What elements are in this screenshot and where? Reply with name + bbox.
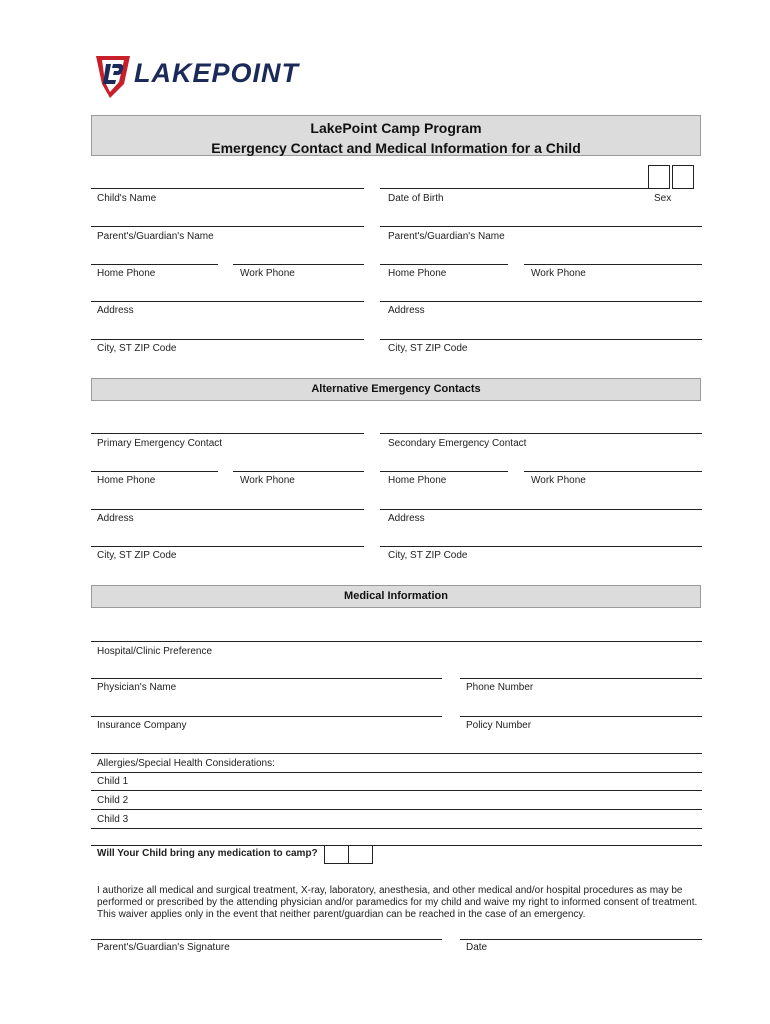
- parent2-name-label: Parent's/Guardian's Name: [388, 231, 505, 242]
- a1-address-label: Address: [97, 513, 134, 524]
- child2-line[interactable]: [91, 809, 702, 810]
- p1-city-label: City, ST ZIP Code: [97, 343, 177, 354]
- sex-box-f[interactable]: [672, 165, 694, 189]
- lakepoint-shield-icon: [92, 50, 134, 100]
- signature-line[interactable]: [91, 939, 442, 940]
- dob-line[interactable]: [380, 188, 648, 189]
- child1-line[interactable]: [91, 790, 702, 791]
- secondary-contact-line[interactable]: [380, 433, 702, 434]
- signature-label: Parent's/Guardian's Signature: [97, 942, 230, 953]
- hospital-line[interactable]: [91, 641, 702, 642]
- policy-label: Policy Number: [466, 720, 532, 731]
- p2-home-phone-line[interactable]: [380, 264, 508, 265]
- allergies-label: Allergies/Special Health Considerations:: [97, 758, 275, 769]
- p2-address-line[interactable]: [380, 301, 702, 302]
- child3-label: Child 3: [97, 814, 129, 825]
- a2-city-label: City, ST ZIP Code: [388, 550, 468, 561]
- p1-home-phone-line[interactable]: [91, 264, 218, 265]
- physician-phone-line[interactable]: [460, 678, 702, 679]
- sex-label: Sex: [654, 193, 672, 204]
- p2-city-line[interactable]: [380, 339, 702, 340]
- child2-label: Child 2: [97, 795, 129, 806]
- allergies-line-1: [91, 772, 702, 773]
- medication-top-line: [91, 845, 702, 846]
- a1-work-phone-line[interactable]: [233, 471, 364, 472]
- a1-home-phone-line[interactable]: [91, 471, 218, 472]
- lakepoint-logo: [92, 50, 327, 100]
- authorization-text: I authorize all medical and surgical treatment, X-ray, laboratory, anesthesia, and other medical and/or hospital procedures as may be performed or prescribed by the attending physician and/or paramedics for my child and waive my right to informed consent of treatment. This waiver applies only in the event that neither parent/guardian can be reached in the case of an emergency.: [97, 885, 698, 920]
- a2-home-phone-line[interactable]: [380, 471, 508, 472]
- alt-contacts-heading: Alternative Emergency Contacts: [91, 378, 701, 401]
- child-name-label: Child's Name: [97, 193, 157, 204]
- physician-label: Physician's Name: [97, 682, 177, 693]
- a2-address-line[interactable]: [380, 509, 702, 510]
- allergies-top-line: [91, 753, 702, 754]
- p1-work-phone-line[interactable]: [233, 264, 364, 265]
- a1-home-phone-label: Home Phone: [97, 475, 156, 486]
- a2-home-phone-label: Home Phone: [388, 475, 447, 486]
- p1-home-phone-label: Home Phone: [97, 268, 156, 279]
- p1-address-line[interactable]: [91, 301, 364, 302]
- policy-line[interactable]: [460, 716, 702, 717]
- a2-work-phone-label: Work Phone: [531, 475, 586, 486]
- p2-home-phone-label: Home Phone: [388, 268, 447, 279]
- p2-work-phone-label: Work Phone: [531, 268, 586, 279]
- form-title-box: [91, 115, 701, 156]
- a1-address-line[interactable]: [91, 509, 364, 510]
- medical-heading: Medical Information: [91, 585, 701, 608]
- p1-address-label: Address: [97, 305, 134, 316]
- physician-line[interactable]: [91, 678, 442, 679]
- a1-city-line[interactable]: [91, 546, 364, 547]
- parent1-name-line[interactable]: [91, 226, 364, 227]
- signature-date-line[interactable]: [460, 939, 702, 940]
- logo-wordmark: LAKEPOINT: [134, 58, 300, 88]
- parent1-name-label: Parent's/Guardian's Name: [97, 231, 214, 242]
- parent2-name-line[interactable]: [380, 226, 702, 227]
- medication-no-box[interactable]: [348, 845, 373, 864]
- a1-work-phone-label: Work Phone: [240, 475, 295, 486]
- hospital-label: Hospital/Clinic Preference: [97, 646, 213, 657]
- signature-date-label: Date: [466, 942, 488, 953]
- physician-phone-label: Phone Number: [466, 682, 534, 693]
- p1-city-line[interactable]: [91, 339, 364, 340]
- insurance-line[interactable]: [91, 716, 442, 717]
- p1-work-phone-label: Work Phone: [240, 268, 295, 279]
- form-subtitle: Emergency Contact and Medical Information for a Child: [211, 140, 581, 156]
- medication-question: Will Your Child bring any medication to camp?: [97, 848, 318, 859]
- child1-label: Child 1: [97, 776, 129, 787]
- a2-city-line[interactable]: [380, 546, 702, 547]
- p2-address-label: Address: [388, 305, 425, 316]
- a1-city-label: City, ST ZIP Code: [97, 550, 177, 561]
- primary-contact-label: Primary Emergency Contact: [97, 438, 223, 449]
- a2-work-phone-line[interactable]: [524, 471, 702, 472]
- form-title: LakePoint Camp Program: [310, 120, 482, 136]
- p2-work-phone-line[interactable]: [524, 264, 702, 265]
- a2-address-label: Address: [388, 513, 425, 524]
- secondary-contact-label: Secondary Emergency Contact: [388, 438, 527, 449]
- insurance-label: Insurance Company: [97, 720, 187, 731]
- dob-label: Date of Birth: [388, 193, 444, 204]
- p2-city-label: City, ST ZIP Code: [388, 343, 468, 354]
- medication-yes-box[interactable]: [324, 845, 349, 864]
- child-name-line[interactable]: [91, 188, 364, 189]
- sex-box-m[interactable]: [648, 165, 670, 189]
- child3-line[interactable]: [91, 828, 702, 829]
- primary-contact-line[interactable]: [91, 433, 364, 434]
